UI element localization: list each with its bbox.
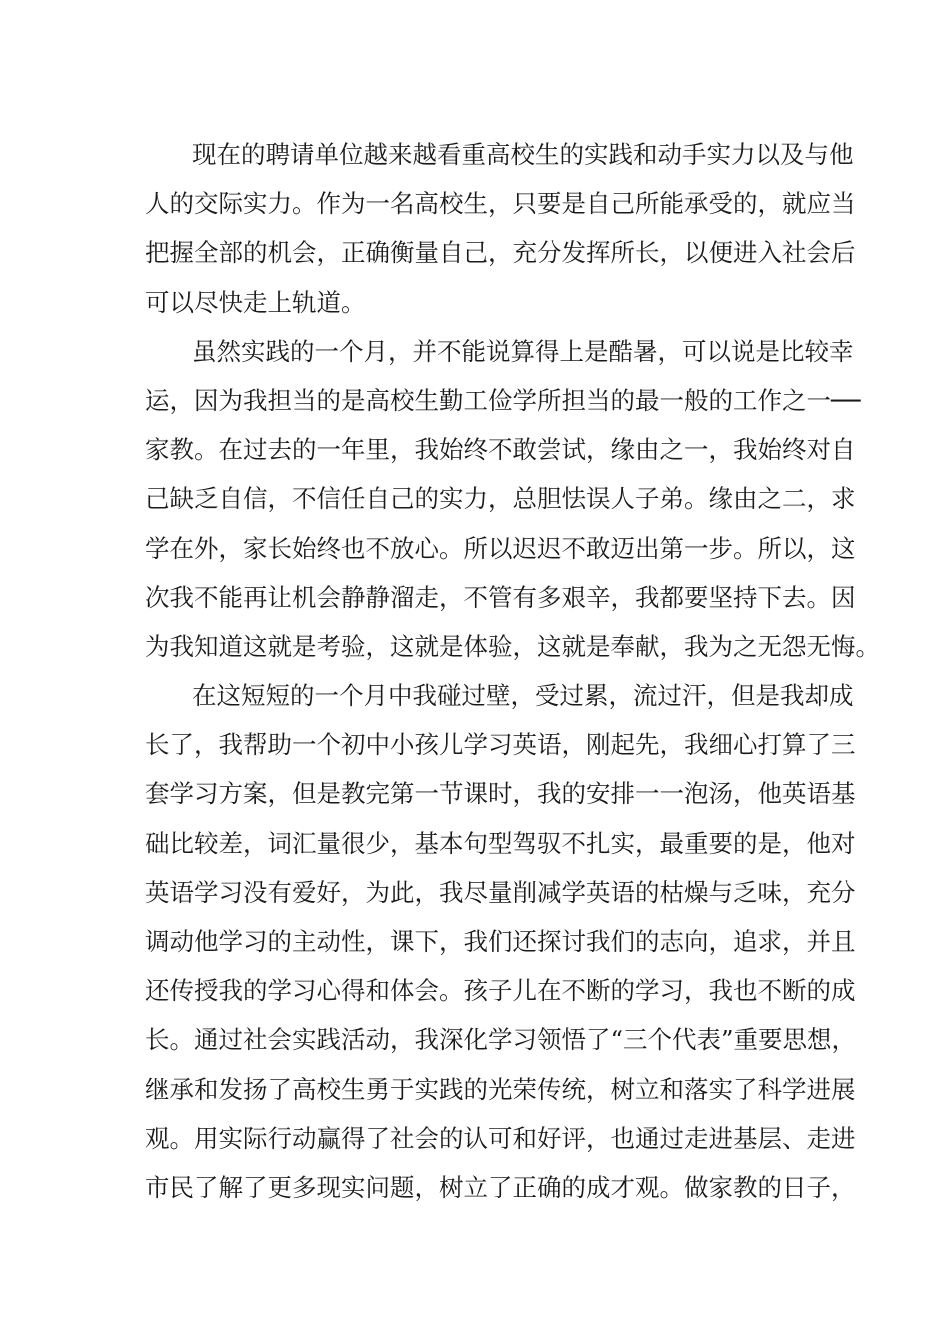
text-line: 市民了解了更多现实问题，树立了正确的成才观。做家教的日子， [145, 1172, 856, 1202]
paragraph-2 [145, 327, 880, 671]
text-line: 英语学习没有爱好，为此，我尽量削减学英语的枯燥与乏味，充分 [145, 877, 856, 907]
text-line: 运，因为我担当的是高校生勤工俭学所担当的最一般的工作之一── [145, 385, 861, 415]
text-line: 在这短短的一个月中我碰过壁，受过累，流过汗，但是我却成 [192, 681, 854, 711]
text-line: 学在外，家长始终也不放心。所以迟迟不敢迈出第一步。所以，这 [145, 533, 856, 563]
paragraph-3 [145, 671, 857, 1212]
text-line: 还传授我的学习心得和体会。孩子儿在不断的学习，我也不断的成 [145, 976, 856, 1006]
text-line: 长了，我帮助一个初中小孩儿学习英语，刚起先，我细心打算了三 [145, 730, 856, 760]
text-line: 人的交际实力。作为一名高校生，只要是自己所能承受的，就应当 [145, 189, 856, 219]
text-line: 观。用实际行动赢得了社会的认可和好评，也通过走进基层、走进 [145, 1123, 856, 1153]
text-line: 虽然实践的一个月，并不能说算得上是酷暑，可以说是比较幸 [192, 336, 854, 366]
text-line: 可以尽快走上轨道。 [145, 287, 366, 317]
text-line: 为我知道这就是考验，这就是体验，这就是奉献，我为之无怨无悔。 [145, 631, 880, 661]
text-line: 现在的聘请单位越来越看重高校生的实践和动手实力以及与他 [192, 140, 854, 169]
text-line: 套学习方案，但是教完第一节课时，我的安排一一泡汤，他英语基 [145, 779, 856, 809]
text-line: 己缺乏自信，不信任自己的实力，总胆怯误人子弟。缘由之二，求 [145, 484, 856, 514]
paragraph-1 [145, 130, 856, 327]
body-text [145, 130, 880, 1212]
text-line: 调动他学习的主动性，课下，我们还探讨我们的志向，追求，并且 [145, 927, 856, 956]
text-line: 次我不能再让机会静静溜走，不管有多艰辛，我都要坚持下去。因 [145, 582, 856, 612]
text-line: 长。通过社会实践活动，我深化学习领悟了“三个代表”重要思想， [145, 1025, 857, 1055]
text-line: 家教。在过去的一年里，我始终不敢尝试，缘由之一，我始终对自 [145, 435, 856, 465]
text-line: 继承和发扬了高校生勇于实践的光荣传统，树立和落实了科学进展 [145, 1074, 856, 1104]
text-line: 础比较差，词汇量很少，基本句型驾驭不扎实，最重要的是，他对 [145, 828, 856, 858]
text-line: 把握全部的机会，正确衡量自己，充分发挥所长，以便进入社会后 [145, 238, 856, 268]
